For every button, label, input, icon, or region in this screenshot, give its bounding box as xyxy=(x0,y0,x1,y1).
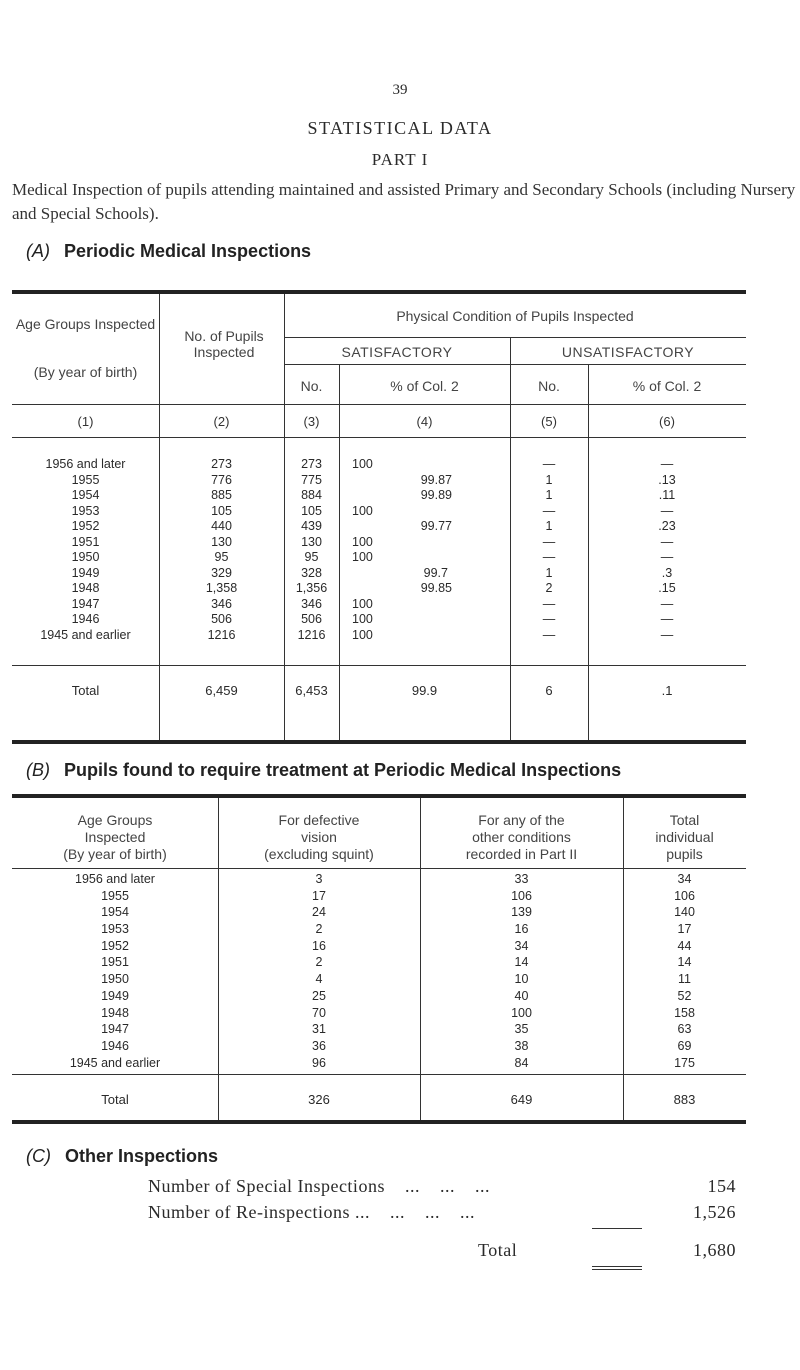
table-row xyxy=(12,581,746,597)
cell-age: 1948 xyxy=(71,581,100,595)
cell-age: 1950 xyxy=(101,972,129,987)
table-a-total-row xyxy=(12,683,746,699)
cell-inspected: 95 xyxy=(214,550,229,564)
page-subtitle: PART I xyxy=(371,150,429,169)
b-total-header-3: pupils xyxy=(666,846,703,862)
section-c-letter: (C) xyxy=(26,1146,51,1166)
cell-age: 1950 xyxy=(71,550,100,564)
cell-sat-pct: 100 xyxy=(352,550,373,564)
cell-unsat-pct: — xyxy=(660,612,674,626)
b-vision-header-2: vision xyxy=(301,829,337,845)
table-row xyxy=(12,457,746,473)
table-row xyxy=(12,955,746,972)
unsat-no-header: No. xyxy=(538,378,560,394)
other-total-value: 1,680 xyxy=(693,1240,736,1260)
cell-inspected: 1216 xyxy=(207,627,236,642)
cell-sat-no: 506 xyxy=(301,612,322,626)
cell-age: 1955 xyxy=(71,472,100,487)
b-other-header-1: For any of the xyxy=(478,812,565,828)
cell-total: 158 xyxy=(674,1005,695,1020)
cell-age: 1949 xyxy=(101,988,129,1003)
cell-age: 1949 xyxy=(71,565,100,580)
cell-total: 17 xyxy=(677,922,692,937)
cell-inspected: 776 xyxy=(211,472,232,487)
col-age-groups-header: Age Groups Inspected xyxy=(15,316,156,332)
table-row xyxy=(12,597,746,613)
cell-sat-pct: 99.89 xyxy=(420,488,452,502)
cell-other: 40 xyxy=(514,988,529,1003)
cell-inspected: 273 xyxy=(211,457,232,471)
b-total-individual: 883 xyxy=(673,1092,696,1107)
cell-unsat-pct: .11 xyxy=(658,488,676,502)
cell-unsat-pct: — xyxy=(660,550,674,564)
sum-rule xyxy=(592,1228,642,1229)
table-row xyxy=(12,628,746,644)
table-b-total-row xyxy=(12,1092,746,1109)
cell-inspected: 329 xyxy=(211,565,232,580)
cell-sat-pct: 100 xyxy=(352,627,373,642)
cell-sat-no: 439 xyxy=(301,519,322,533)
cell-sat-no: 1216 xyxy=(297,627,326,642)
cell-sat-pct: 99.87 xyxy=(420,472,452,487)
b-total-header-1: Total xyxy=(669,812,700,828)
unsat-pct-header: % of Col. 2 xyxy=(632,378,702,394)
total-rule-1 xyxy=(592,1266,642,1267)
col-num-1: (1) xyxy=(77,414,94,429)
cell-total: 11 xyxy=(678,972,691,987)
cell-age: 1947 xyxy=(101,1022,129,1037)
reinspections-value: 1,526 xyxy=(693,1202,736,1222)
table-row xyxy=(12,939,746,956)
table-row xyxy=(12,905,746,922)
cell-vision: 96 xyxy=(312,1055,326,1070)
col-no-pupils-header: No. of Pupils Inspected xyxy=(184,328,264,360)
cell-vision: 3 xyxy=(315,872,323,886)
cell-other: 10 xyxy=(514,972,529,987)
reinspections-line xyxy=(148,1202,736,1223)
special-inspections-line xyxy=(148,1176,736,1197)
cell-vision: 31 xyxy=(312,1022,326,1037)
b-other-header-3: recorded in Part II xyxy=(465,846,578,862)
table-row xyxy=(12,473,746,489)
cell-age: 1956 and later xyxy=(45,457,126,471)
section-c-heading xyxy=(26,1146,218,1167)
total-unsat-no: 6 xyxy=(545,683,553,698)
b-total-vision: 326 xyxy=(308,1092,330,1107)
cell-other: 34 xyxy=(514,938,529,953)
cell-unsat-pct: — xyxy=(660,627,674,642)
cell-unsat-no: — xyxy=(542,612,556,626)
b-other-header-2: other conditions xyxy=(472,829,571,845)
cell-sat-pct: 99.7 xyxy=(423,565,448,580)
special-inspections-label: Number of Special Inspections ... ... ... xyxy=(148,1176,490,1196)
sat-pct-header: % of Col. 2 xyxy=(390,378,459,394)
cell-inspected: 346 xyxy=(211,596,232,611)
total-unsat-pct: .1 xyxy=(661,683,673,698)
cell-sat-no: 775 xyxy=(301,472,322,487)
cell-total: 63 xyxy=(677,1022,692,1037)
section-b-heading xyxy=(26,760,621,781)
other-total-label: Total xyxy=(478,1240,518,1260)
cell-other: 100 xyxy=(511,1005,532,1020)
cell-sat-pct: 99.85 xyxy=(420,581,452,595)
cell-other: 35 xyxy=(514,1022,529,1037)
cell-unsat-pct: .3 xyxy=(661,565,673,580)
table-row xyxy=(12,535,746,551)
cell-age: 1953 xyxy=(71,503,100,518)
cell-sat-no: 130 xyxy=(301,534,322,549)
table-row xyxy=(12,989,746,1006)
cell-age: 1945 and earlier xyxy=(40,627,131,642)
table-row xyxy=(12,1056,746,1073)
cell-vision: 16 xyxy=(312,938,326,953)
cell-age: 1946 xyxy=(71,612,100,626)
cell-unsat-pct: — xyxy=(660,457,674,471)
cell-unsat-pct: .23 xyxy=(658,519,676,533)
cell-unsat-pct: — xyxy=(660,596,674,611)
cell-age: 1946 xyxy=(101,1038,129,1053)
cell-other: 106 xyxy=(511,888,532,903)
cell-inspected: 440 xyxy=(211,519,232,533)
section-a-title: Periodic Medical Inspections xyxy=(64,241,312,261)
cell-sat-pct: 100 xyxy=(352,612,373,626)
cell-unsat-no: 1 xyxy=(545,565,553,580)
cell-vision: 24 xyxy=(312,905,326,920)
cell-sat-pct: 99.77 xyxy=(420,519,452,533)
cell-sat-pct: 100 xyxy=(352,534,373,549)
section-a-letter: (A) xyxy=(26,241,50,261)
cell-inspected: 1,358 xyxy=(205,581,238,595)
cell-vision: 2 xyxy=(315,955,323,970)
cell-unsat-no: — xyxy=(542,457,556,471)
cell-sat-no: 105 xyxy=(301,503,322,518)
b-total-label: Total xyxy=(101,1092,129,1107)
periodic-inspections-table xyxy=(12,290,746,744)
cell-other: 38 xyxy=(514,1038,529,1053)
cell-other: 84 xyxy=(514,1055,529,1070)
table-row xyxy=(12,922,746,939)
cell-unsat-pct: .15 xyxy=(658,581,676,595)
cell-inspected: 885 xyxy=(211,488,232,502)
cell-sat-no: 1,356 xyxy=(295,581,328,595)
b-vision-header-3: (excluding squint) xyxy=(264,846,374,862)
table-row xyxy=(12,1022,746,1039)
section-b-letter: (B) xyxy=(26,760,50,780)
cell-unsat-no: 1 xyxy=(545,472,553,487)
table-row xyxy=(12,612,746,628)
treatment-table xyxy=(12,794,746,1124)
physical-condition-header: Physical Condition of Pupils Inspected xyxy=(396,308,634,324)
table-row xyxy=(12,550,746,566)
cell-total: 106 xyxy=(674,888,695,903)
col-by-year-header: (By year of birth) xyxy=(33,364,138,380)
page-number: 39 xyxy=(392,82,408,98)
b-total-header-2: individual xyxy=(655,829,714,845)
cell-sat-no: 884 xyxy=(301,488,322,502)
cell-vision: 25 xyxy=(312,988,326,1003)
cell-other: 33 xyxy=(514,872,529,886)
cell-total: 175 xyxy=(674,1055,695,1070)
cell-age: 1956 and later xyxy=(75,872,155,886)
cell-unsat-no: — xyxy=(542,550,556,564)
cell-total: 69 xyxy=(677,1038,692,1053)
total-sat-no: 6,453 xyxy=(295,683,328,698)
cell-unsat-no: 2 xyxy=(545,581,553,595)
b-vision-header-1: For defective xyxy=(278,812,360,828)
cell-age: 1947 xyxy=(71,596,100,611)
cell-age: 1951 xyxy=(71,534,100,549)
table-a-body xyxy=(12,439,746,643)
cell-unsat-no: — xyxy=(542,596,556,611)
cell-age: 1951 xyxy=(101,955,129,970)
table-row xyxy=(12,1039,746,1056)
b-total-other: 649 xyxy=(510,1092,533,1107)
b-age-header-3: (By year of birth) xyxy=(63,846,167,862)
cell-other: 139 xyxy=(511,905,532,920)
cell-sat-no: 346 xyxy=(301,596,322,611)
col-num-4: (4) xyxy=(416,414,433,429)
col-num-3: (3) xyxy=(303,414,320,429)
satisfactory-header: SATISFACTORY xyxy=(341,344,453,360)
table-row xyxy=(12,566,746,582)
cell-vision: 70 xyxy=(312,1005,326,1020)
b-age-header-1: Age Groups xyxy=(77,812,153,828)
cell-total: 34 xyxy=(677,872,692,886)
page-title: STATISTICAL DATA xyxy=(307,118,493,138)
cell-age: 1954 xyxy=(101,905,129,920)
cell-inspected: 130 xyxy=(211,534,232,549)
reinspections-label: Number of Re-inspections ... ... ... ... xyxy=(148,1202,475,1222)
cell-other: 14 xyxy=(514,955,529,970)
cell-inspected: 506 xyxy=(211,612,232,626)
cell-age: 1954 xyxy=(71,488,100,502)
cell-unsat-no: — xyxy=(542,627,556,642)
intro-text: Medical Inspection of pupils attending maintained and assisted Primary and Secondary Schools (including Nursery and Special Schools). xyxy=(12,180,796,223)
table-row xyxy=(12,519,746,535)
cell-age: 1952 xyxy=(101,938,129,953)
cell-sat-no: 273 xyxy=(301,457,322,471)
table-b-body xyxy=(12,872,746,1072)
table-row xyxy=(12,972,746,989)
cell-total: 140 xyxy=(674,905,695,920)
table-row xyxy=(12,504,746,520)
section-a-heading xyxy=(26,241,311,262)
special-inspections-value: 154 xyxy=(707,1176,736,1196)
cell-age: 1952 xyxy=(71,519,100,533)
cell-age: 1953 xyxy=(101,922,129,937)
cell-unsat-no: — xyxy=(542,534,556,549)
total-inspected: 6,459 xyxy=(205,683,238,698)
table-row xyxy=(12,1006,746,1023)
cell-vision: 36 xyxy=(312,1038,326,1053)
cell-unsat-no: — xyxy=(542,503,556,518)
cell-total: 44 xyxy=(677,938,692,953)
cell-sat-no: 95 xyxy=(304,550,319,564)
table-row xyxy=(12,889,746,906)
cell-age: 1948 xyxy=(101,1005,129,1020)
table-row xyxy=(12,488,746,504)
cell-age: 1955 xyxy=(101,888,129,903)
b-age-header-2: Inspected xyxy=(84,829,146,845)
cell-other: 16 xyxy=(514,922,529,937)
section-c-title: Other Inspections xyxy=(65,1146,219,1166)
cell-age: 1945 and earlier xyxy=(69,1055,161,1070)
cell-unsat-no: 1 xyxy=(545,519,553,533)
cell-sat-no: 328 xyxy=(301,565,322,580)
col-num-5: (5) xyxy=(541,414,557,429)
total-sat-pct: 99.9 xyxy=(411,683,438,698)
total-label: Total xyxy=(71,683,100,698)
cell-total: 14 xyxy=(677,955,692,970)
total-rule-2 xyxy=(592,1269,642,1270)
cell-vision: 2 xyxy=(315,922,323,937)
unsatisfactory-header: UNSATISFACTORY xyxy=(561,344,695,360)
cell-vision: 17 xyxy=(312,888,326,903)
sat-no-header: No. xyxy=(300,378,323,394)
cell-unsat-no: 1 xyxy=(545,488,553,502)
cell-sat-pct: 100 xyxy=(352,596,373,611)
cell-unsat-pct: .13 xyxy=(658,472,676,487)
cell-sat-pct: 100 xyxy=(352,503,373,518)
cell-sat-pct: 100 xyxy=(352,457,373,471)
col-num-6: (6) xyxy=(659,414,675,429)
col-num-2: (2) xyxy=(213,414,230,429)
cell-unsat-pct: — xyxy=(660,534,674,549)
cell-inspected: 105 xyxy=(211,503,232,518)
cell-vision: 4 xyxy=(315,972,323,987)
cell-total: 52 xyxy=(677,988,692,1003)
table-row xyxy=(12,872,746,889)
cell-unsat-pct: — xyxy=(660,503,674,518)
section-b-title: Pupils found to require treatment at Periodic Medical Inspections xyxy=(64,760,622,780)
